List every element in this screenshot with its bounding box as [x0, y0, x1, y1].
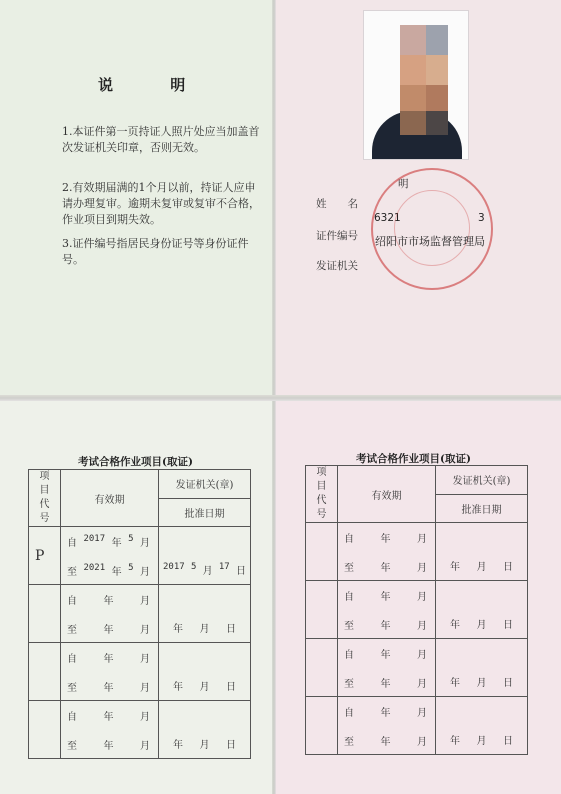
holder-issuer-label: 发证机关	[316, 260, 358, 272]
holder-photo	[363, 10, 469, 160]
right-row4-code	[306, 697, 338, 755]
right-row2-code	[306, 581, 338, 639]
left-header-issuer: 发证机关(章)	[159, 470, 251, 499]
left-record-table	[28, 469, 251, 759]
left-row4-date: 年 月 日	[159, 701, 251, 759]
left-row2-valid: 自 年 月 至 年 月	[61, 585, 159, 643]
right-row4-valid: 自 年 月 至 年 月	[338, 697, 436, 755]
holder-id-value: 6321	[374, 212, 401, 224]
left-row1-code: P	[29, 527, 61, 585]
right-row1-code	[306, 523, 338, 581]
right-header-issuer: 发证机关(章)	[436, 466, 528, 495]
left-row2-date: 年 月 日	[159, 585, 251, 643]
left-table-title: 考试合格作业项目(取证)	[78, 456, 193, 468]
left-header-valid: 有效期	[61, 470, 159, 527]
right-header-date: 批准日期	[436, 494, 528, 523]
right-table-title: 考试合格作业项目(取证)	[356, 453, 471, 465]
page-fold	[0, 395, 561, 401]
left-row3-code	[29, 643, 61, 701]
right-row1-date: 年 月 日	[436, 523, 528, 581]
right-row1-valid: 自 年 月 至 年 月	[338, 523, 436, 581]
notice-item-1: 1.本证件第一页持证人照片处应当加盖首次发证机关印章，否则无效。	[62, 125, 260, 154]
left-header-date: 批准日期	[159, 498, 251, 527]
right-row2-date: 年 月 日	[436, 581, 528, 639]
left-row3-date: 年 月 日	[159, 643, 251, 701]
official-seal-ring	[394, 190, 470, 266]
holder-name-label: 姓 名	[316, 198, 358, 210]
notice-title: 说 明	[98, 76, 212, 94]
right-header-code: 项目代号	[306, 466, 338, 523]
right-record-table	[305, 465, 528, 755]
right-header-valid: 有效期	[338, 466, 436, 523]
right-row2-valid: 自 年 月 至 年 月	[338, 581, 436, 639]
notice-item-3: 3.证件编号指居民身份证号等身份证件号。	[62, 237, 249, 266]
left-header-code: 项目代号	[29, 470, 61, 527]
notice-item-2: 2.有效期届满的1个月以前，持证人应申请办理复审。逾期未复审或复审不合格，作业项目到期失效。	[62, 181, 260, 226]
right-row4-date: 年 月 日	[436, 697, 528, 755]
left-row1-date: 2017 5 月 17 日	[159, 527, 251, 585]
holder-id-label: 证件编号	[316, 230, 358, 242]
left-row2-code	[29, 585, 61, 643]
left-row3-valid: 自 年 月 至 年 月	[61, 643, 159, 701]
right-row3-valid: 自 年 月 至 年 月	[338, 639, 436, 697]
holder-id-suffix: 3	[478, 212, 485, 224]
holder-name-value: 明	[398, 178, 409, 190]
right-row3-code	[306, 639, 338, 697]
left-row4-valid: 自 年 月 至 年 月	[61, 701, 159, 759]
right-row3-date: 年 月 日	[436, 639, 528, 697]
left-row1-valid: 自 2017 年 5 月 至 2021 年 5 月	[61, 527, 159, 585]
holder-issuer-value: 绍阳市市场监督管理局	[375, 235, 485, 248]
left-row4-code	[29, 701, 61, 759]
